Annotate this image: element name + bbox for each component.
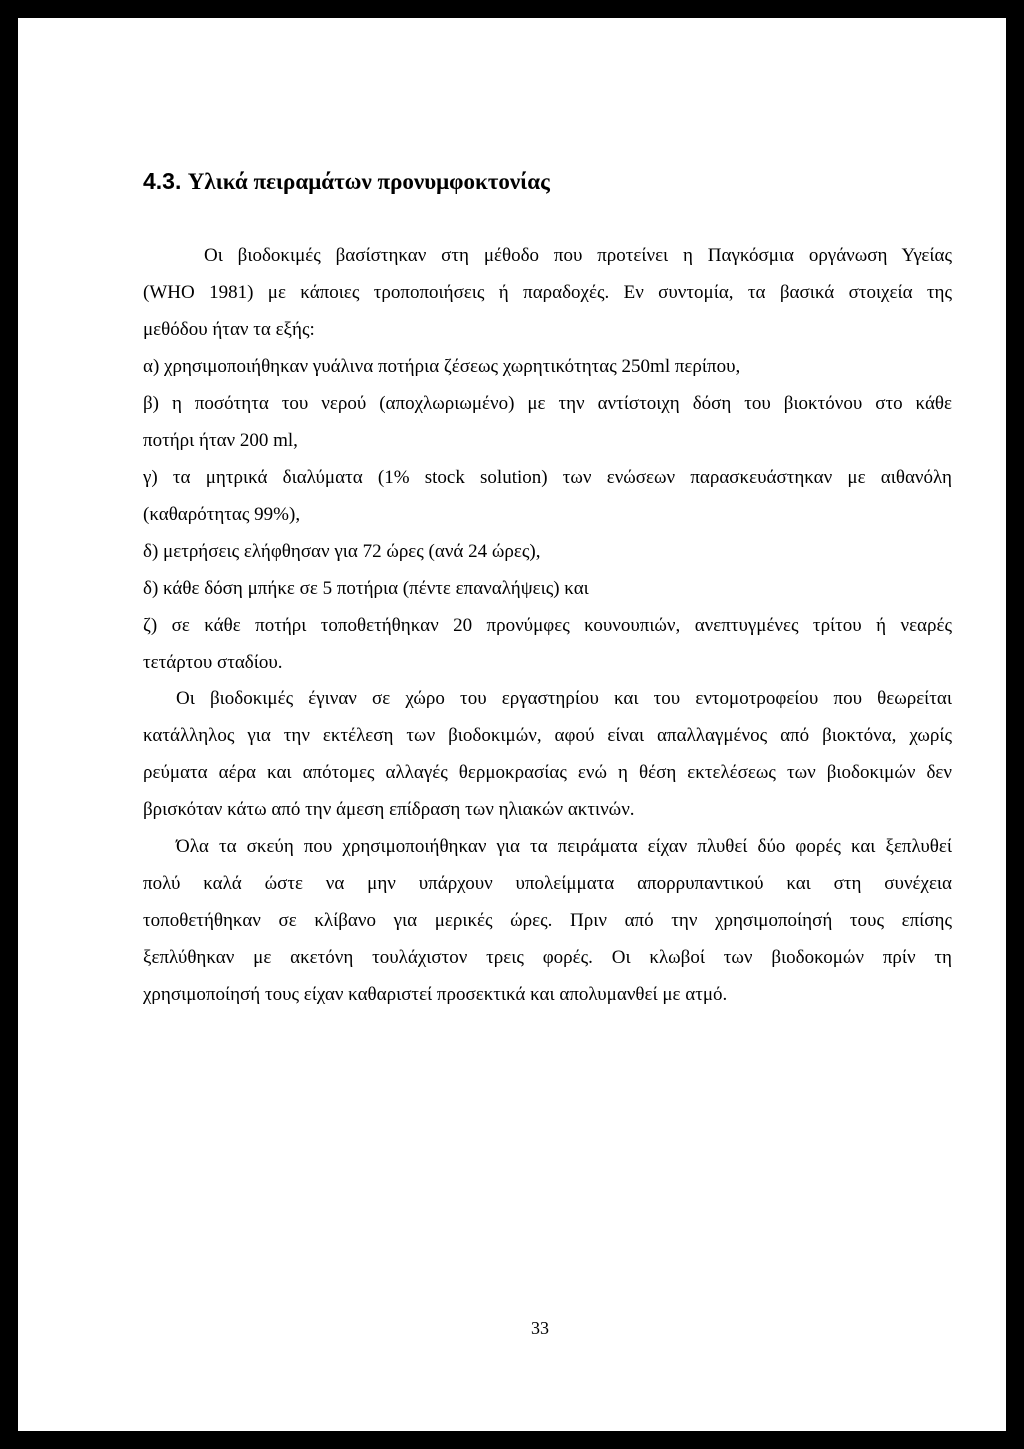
section-number: 4.3.	[143, 168, 182, 194]
section-heading	[143, 168, 550, 195]
text-line: κατάλληλος για την εκτέλεση των βιοδοκιμών, αφού είναι απαλλαγμένος από βιοκτόνα, χωρίς	[143, 725, 952, 746]
text-line: γ) τα μητρικά διαλύματα (1% stock solution) των ενώσεων παρασκευάστηκαν με αιθανόλη	[143, 467, 952, 488]
text-line: πολύ καλά ώστε να μην υπάρχουν υπολείμματα απορρυπαντικού και στη συνέχεια	[143, 873, 952, 894]
text-line: ξεπλύθηκαν με ακετόνη τουλάχιστον τρεις φορές. Οι κλωβοί των βιοδοκομών πρίν τη	[143, 947, 952, 968]
text-line: ρεύματα αέρα και απότομες αλλαγές θερμοκρασίας ενώ η θέση εκτελέσεως των βιοδοκιμών δεν	[143, 762, 952, 783]
text-line: (καθαρότητας 99%),	[143, 504, 301, 525]
text-line: Οι βιοδοκιμές βασίστηκαν στη μέθοδο που προτείνει η Παγκόσμια οργάνωση Υγείας	[204, 245, 952, 266]
text-line: ζ) σε κάθε ποτήρι τοποθετήθηκαν 20 προνύμφες κουνουπιών, ανεπτυγμένες τρίτου ή νεαρές	[143, 615, 952, 636]
text-line: ποτήρι ήταν 200 ml,	[143, 430, 298, 451]
page-number: 33	[531, 1318, 549, 1338]
text-line: τοποθετήθηκαν σε κλίβανο για μερικές ώρες. Πριν από την χρησιμοποίησή τους επίσης	[143, 910, 952, 931]
text-line: βρισκόταν κάτω από την άμεση επίδραση των ηλιακών ακτινών.	[143, 799, 635, 820]
text-line: Οι βιοδοκιμές έγιναν σε χώρο του εργαστηρίου και του εντομοτροφείου που θεωρείται	[176, 688, 952, 709]
text-line: χρησιμοποίησή τους είχαν καθαριστεί προσεκτικά και απολυμανθεί με ατμό.	[143, 984, 728, 1005]
text-line: μεθόδου ήταν τα εξής:	[143, 319, 315, 340]
section-title: Υλικά πειραμάτων προνυμφοκτονίας	[187, 169, 550, 194]
text-line: δ) κάθε δόση μπήκε σε 5 ποτήρια (πέντε επαναλήψεις) και	[143, 578, 589, 599]
text-line: β) η ποσότητα του νερού (αποχλωριωμένο) με την αντίστοιχη δόση του βιοκτόνου στο κάθε	[143, 393, 952, 414]
text-line: (WHO 1981) με κάποιες τροποποιήσεις ή παραδοχές. Εν συντομία, τα βασικά στοιχεία της	[143, 282, 952, 303]
text-line: τετάρτου σταδίου.	[143, 652, 283, 673]
text-line: δ) μετρήσεις ελήφθησαν για 72 ώρες (ανά 24 ώρες),	[143, 541, 541, 562]
text-line: Όλα τα σκεύη που χρησιμοποιήθηκαν για τα πειράματα είχαν πλυθεί δύο φορές και ξεπλυθεί	[176, 836, 952, 857]
text-line: α) χρησιμοποιήθηκαν γυάλινα ποτήρια ζέσεως χωρητικότητας 250ml περίπου,	[143, 356, 741, 377]
